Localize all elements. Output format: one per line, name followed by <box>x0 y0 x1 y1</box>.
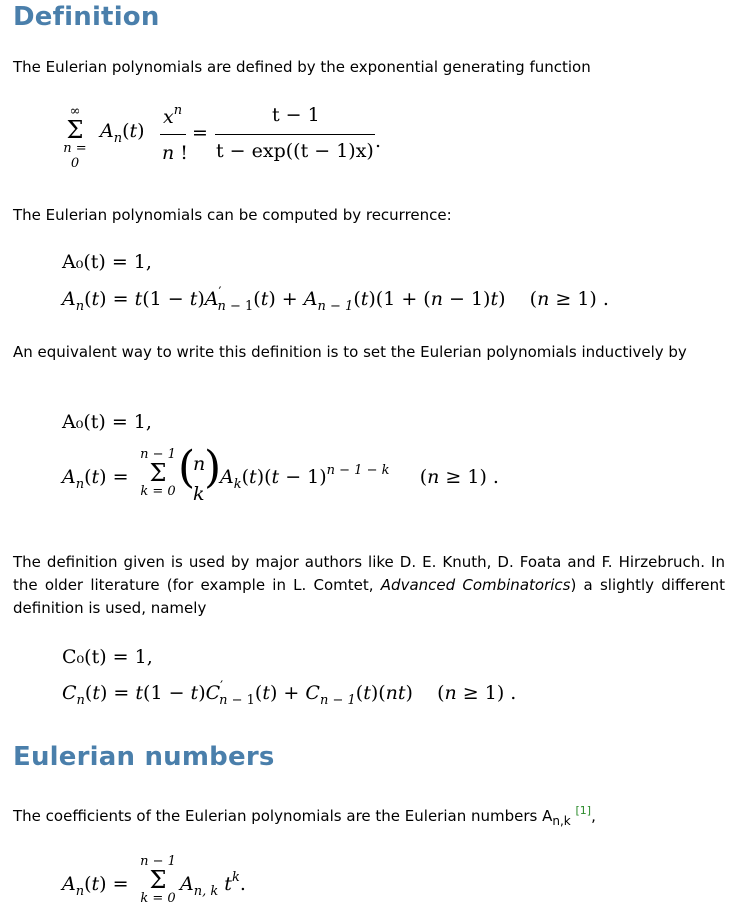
citation-link[interactable]: [1] <box>575 804 592 817</box>
book-title: Advanced Combinatorics <box>380 576 571 594</box>
section-heading-definition: Definition <box>13 2 160 32</box>
paragraph-inductive-intro: An equivalent way to write this definition is to set the Eulerian polynomials inductively by <box>13 343 687 361</box>
paragraph-egf-intro: The Eulerian polynomials are defined by the exponential generating function <box>13 58 591 76</box>
paragraph-coefficients: The coefficients of the Eulerian polynomials are the Eulerian numbers $A_{n,k}$ [1], <box>13 804 596 828</box>
section-heading-eulerian-numbers: Eulerian numbers <box>13 742 275 772</box>
paragraph-alternative-definition: The definition given is used by major authors like D. E. Knuth, D. Foata and F. Hirzebruch. In the older literature (for example in L. Comtet, Advanced Combinatorics) a slightly different definition is used, namely <box>13 553 725 617</box>
paragraph-recurrence-intro: The Eulerian polynomials can be computed by recurrence: <box>13 206 452 224</box>
article: Definition The Eulerian polynomials are defined by the exponential generating function ∞ Σ n = 0 $A_n(t)$ $x^n$ n ! = t − 1 t − exp((t − 1)x) . The Eulerian polynomials can be computed by recurrence: A₀(t) = 1, $A_n(t) = t(1 - t)A'_{n - 1}(t) + A_{n - 1}(t)(1 + (n - 1)t)$ (n ≥ 1) . An equivalent way to write this definition is to set the Eulerian polynomials inductively by A₀(t) = 1, $A_n(t)$ = n − 1 Σ k = 0 ( n k ) $A_k(t)(t - 1)^{n - 1 - k}$ (n ≥ 1) . The definition given is used by major authors like D. E. Knuth, D. Foata and F. Hirzebruch. In the older literature (for example in L. Comtet, Advanced Combinatorics) a slightly different definition is used, namely C₀(t) = 1, $C_n(t) = t(1 - t)C'_{n - 1}(t) + C_{n - 1}(t)(nt)$ (n ≥ 1) . Eulerian numbers The coefficients of the Eulerian polynomials are the Eulerian numbers $A_{n,k}$ [1], $A_n(t)$ = n − 1 Σ k = 0 $A_{n, k}$ $t^k$. <box>13 2 725 906</box>
